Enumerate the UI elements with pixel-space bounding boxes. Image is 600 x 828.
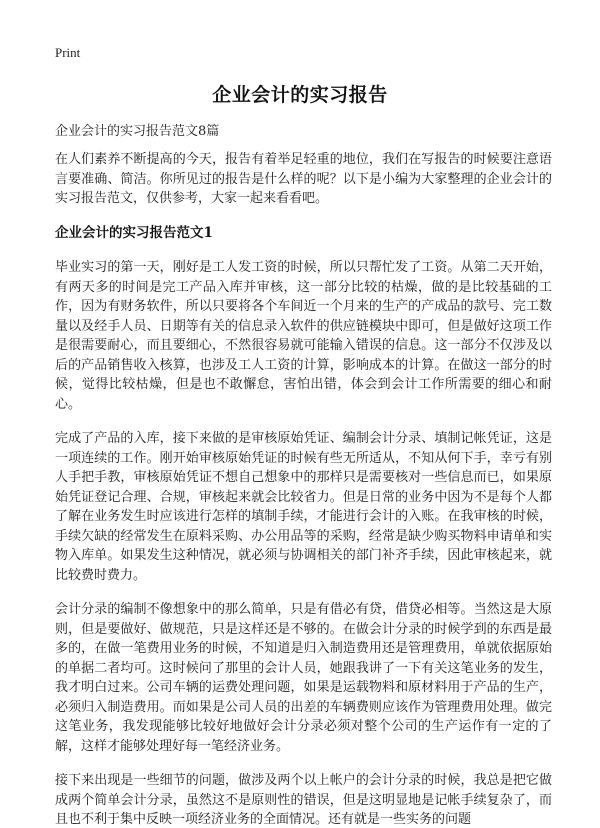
section-heading: 企业会计的实习报告范文1 — [55, 224, 213, 241]
page-subtitle: 企业会计的实习报告范文8篇 — [55, 124, 220, 139]
body-paragraph: 会计分录的编制不像想象中的那么简单，只是有借必有贷，借贷必相等。当然这是大原则，但是要做好、做规范，只是这样还是不够的。在做会计分录的时候学到的东西是最多的，在做一笔费用业务的时候，不知道是归入制造费用还是管理费用，单就依据原始的单据二者均可。这时候问了那里的会计人员，她跟我讲了一下有关这笔业务的发生，我才明白过来。公司车辆的运费处理问题，如果是运载物料和原材料用于产品的生产，必须归入制造费用。而如果是公司人员的出差的车辆费则应该作为管理费用处理。做完这笔业务，我发现能够比较好地做好会计分录必须对整个公司的生产运作有一定的了解，这样才能够处理好每一笔经济业务。 — [55, 602, 552, 754]
page-title: 企业会计的实习报告 — [212, 84, 388, 106]
body-paragraph: 完成了产品的入库，接下来做的是审核原始凭证、编制会计分录、填制记帐凭证，这是一项连续的工作。刚开始审核原始凭证的时候有些无所适从，不知从何下手，幸亏有别人手把手教，审核原始凭证不想自己想象中的那样只是需要核对一些信息而已，如果原始凭证登记合理、合规，审核起来就会比较省力。但是日常的业务中因为不是每个人都了解在业务发生时应该进行怎样的填制手续，才能进行会计的入账。在我审核的时候，手续欠缺的经常发生在原料采购、办公用品等的采购，经常是缺少购买物料申请单和实物入库单。如果发生这种情况，就必须与协调相关的部门补齐手续，因此审核起来，就比较费时费力。 — [55, 431, 552, 583]
body-paragraph: 接下来出现是一些细节的问题，做涉及两个以上帐户的会计分录的时候，我总是把它做成两个简单会计分录，虽然这不是原则性的错误，但是这明显地是记帐手续复杂了，而且也不利于集中反映一项经济业务的全面情况。还有就是一些实务的问题 — [55, 773, 552, 827]
article-body — [55, 150, 552, 828]
body-paragraph: 毕业实习的第一天，刚好是工人发工资的时候，所以只帮忙发了工资。从第二天开始，有两天多的时间是完工产品入库并审核，这一部分比较的枯燥，做的是比较基础的工作，因为有财务软件，所以只要将各个车间近一个月来的生产的产成品的款号、完工数量以及经手人员、日期等有关的信息录入软件的供应链模块中即可，但是做好这项工作是很需要耐心，而且要细心，不然很容易就可能输入错误的信息。这一部分不仅涉及以后的产品销售收入核算，也涉及工人工资的计算，影响成本的计算。在做这一部分的时候，觉得比较枯燥，但是也不敢懈怠，害怕出错，体会到会计工作所需要的细心和耐心。 — [55, 260, 552, 412]
intro-paragraph: 在人们素养不断提高的今天，报告有着举足轻重的地位，我们在写报告的时候要注意语言要准确、简洁。你所见过的报告是什么样的呢？以下是小编为大家整理的企业会计的实习报告范文，仅供参考，大家一起来看看吧。 — [55, 152, 552, 206]
print-link[interactable]: Print — [55, 45, 81, 60]
